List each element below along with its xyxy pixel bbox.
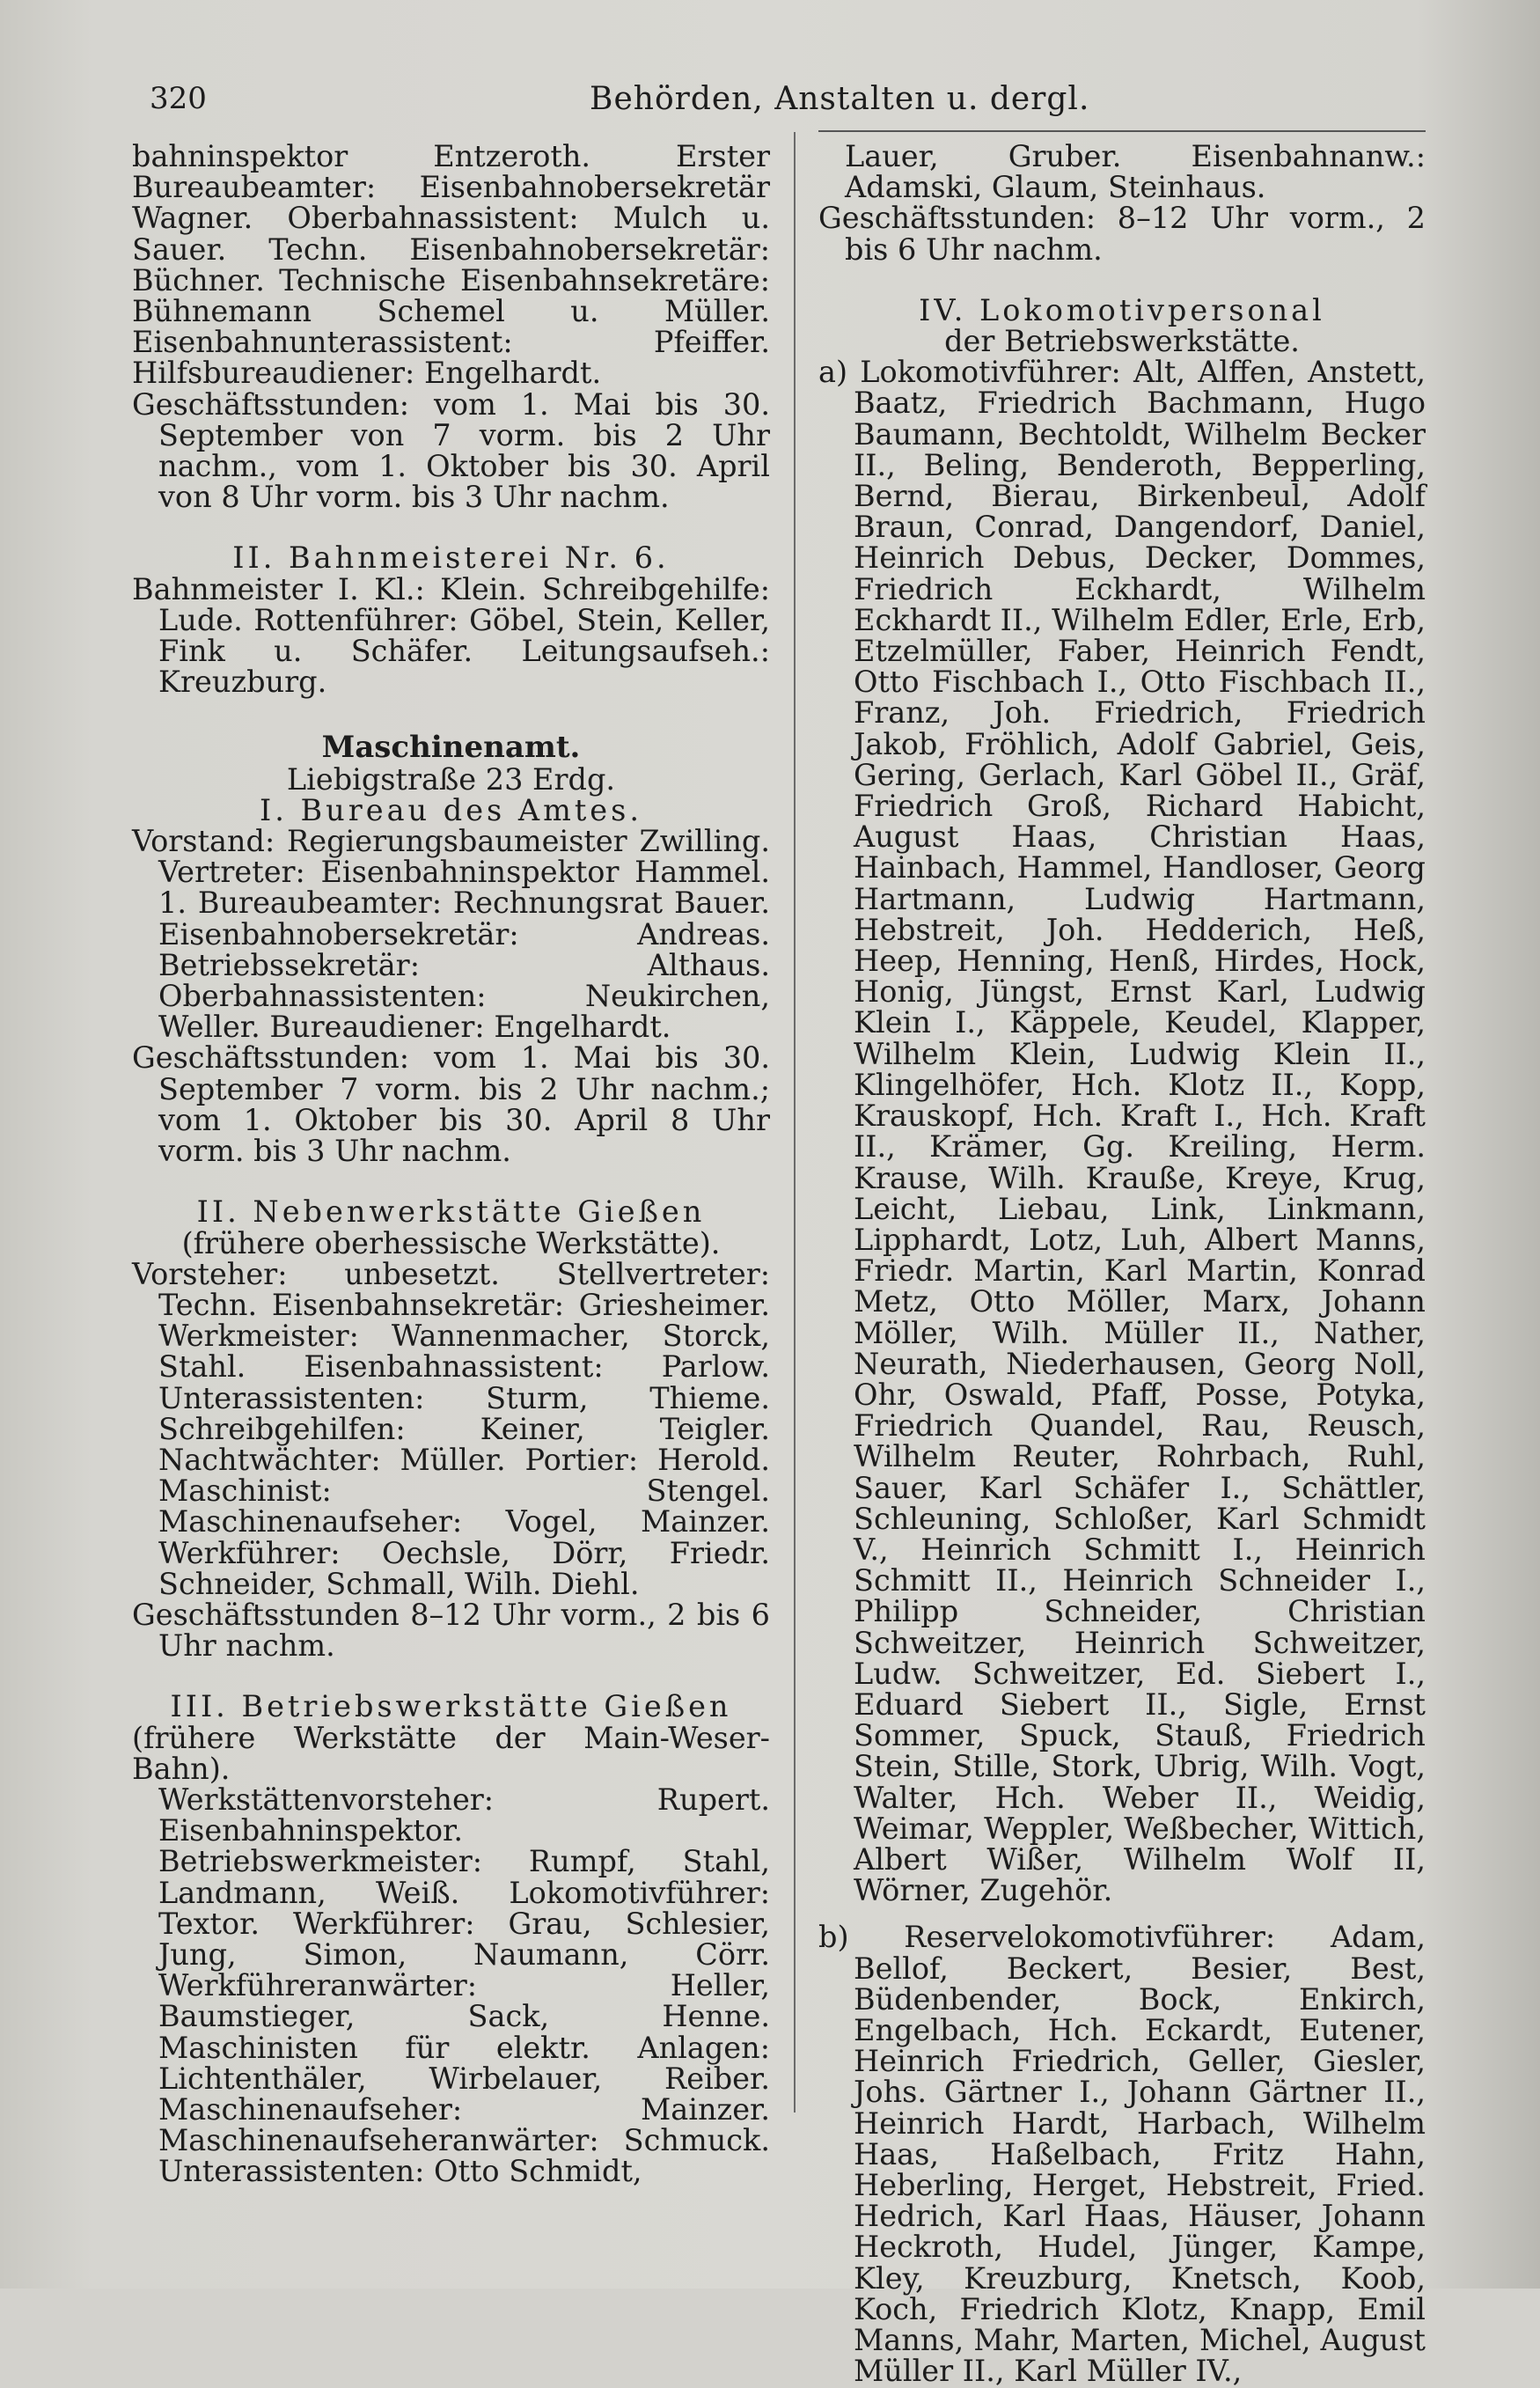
page-header [150,81,1426,125]
section-title: Maschinenamt. [321,730,581,766]
running-title: Behörden, Anstalten u. dergl. [590,81,1090,117]
section-subheading: (frühere Werkstätte der Main-Weser-Bahn). [132,1720,770,1786]
section-heading: III. Betriebswerkstätte Gießen [170,1689,732,1724]
paragraph: Geschäftsstunden 8–12 Uhr vorm., 2 bis 6 Uhr nachm. [132,1597,770,1664]
list-item: a) Lokomotivführer: Alt, Alffen, Anstett, Baatz, Friedrich Bachmann, Hugo Baumann, Bechtoldt, Wilhelm Becker II., Beling, Benderoth, Bepperling, Bernd, Bierau, Birkenbeul, Adolf Braun, Conrad, Dangendorf, Daniel, Heinrich Debus, Decker, Dommes, Friedrich Eckhardt, Wilhelm Eckhardt II., Wilhelm Edler, Erle, Erb, Etzelmüller, Faber, Heinrich Fendt, Otto Fischbach I., Otto Fischbach II., Franz, Joh. Friedrich, Friedrich Jakob, Fröhlich, Adolf Gabriel, Geis, Gering, Gerlach, Karl Göbel II., Gräf, Friedrich Groß, Richard Habicht, August Haas, Christian Haas, Hainbach, Hammel, Handloser, Georg Hartmann, Ludwig Hartmann, Hebstreit, Joh. Hedderich, Heß, Heep, Henning, Henß, Hirdes, Hock, Honig, Jüngst, Ernst Karl, Ludwig Klein I., Käppele, Keudel, Klapper, Wilhelm Klein, Ludwig Klein II., Klingelhöfer, Hch. Klotz II., Kopp, Krauskopf, Hch. Kraft I., Hch. Kraft II., Krämer, Gg. Kreiling, Herm. Krause, Wilh. Krauße, Kreye, Krug, Leicht, Liebau, Link, Linkmann, Lipphardt, Lotz, Luh, Albert Manns, Friedr. Martin, Karl Martin, Konrad Metz, Otto Möller, Marx, Johann Möller, Wilh. Müller II., Nather, Neurath, Niederhausen, Georg Noll, Ohr, Oswald, Pfaff, Posse, Potyka, Friedrich Quandel, Rau, Reusch, Wilhelm Reuter, Rohrbach, Ruhl, Sauer, Karl Schäfer I., Schättler, Schleuning, Schloßer, Karl Schmidt V., Heinrich Schmitt I., Heinrich Schmitt II., Heinrich Schneider I., Philipp Schneider, Christian Schweitzer, Heinrich Schweitzer, Ludw. Schweitzer, Ed. Siebert I., Eduard Siebert II., Sigle, Ernst Sommer, Spuck, Stauß, Friedrich Stein, Stille, Stork, Ubrig, Wilh. Vogt, Walter, Hch. Weber II., Weidig, Weimar, Weppler, Weßbecher, Wittich, Albert Wißer, Wilhelm Wolf II, Wörner, Zugehör. [818,355,1426,1908]
paragraph: Geschäftsstunden: vom 1. Mai bis 30. September 7 vorm. bis 2 Uhr nachm.; vom 1. Oktober bis 30. April 8 Uhr vorm. bis 3 Uhr nachm. [132,1040,770,1169]
section-subheading: der Betriebswerkstätte. [944,324,1300,359]
list-item: b) Reservelokomotivführer: Adam, Bellof, Beckert, Besier, Best, Büdenbender, Bock, Enkirch, Engelbach, Hch. Eckardt, Eutener, Heinrich Friedrich, Geller, Giesler, Johs. Gärtner I., Johann Gärtner II., Heinrich Hardt, Harbach, Wilhelm Haas, Haßelbach, Fritz Hahn, Heberling, Herget, Hebstreit, Fried. Hedrich, Karl Haas, Häuser, Johann Heckroth, Hudel, Jünger, Kampe, Kley, Kreuzburg, Knetsch, Koob, Koch, Friedrich Klotz, Knapp, Emil Manns, Mahr, Marten, Michel, August Müller II., Karl Müller IV., [818,1920,1426,2388]
page-number: 320 [150,81,207,116]
header-rule [818,130,1426,132]
right-column [818,141,1426,2386]
section-heading: I. Bureau des Amtes. [260,792,642,827]
section-subheading: (frühere oberhessische Werkstätte). [181,1225,721,1260]
paragraph: Lauer, Gruber. Eisenbahnanw.: Adamski, Glaum, Steinhaus. [845,139,1426,205]
paragraph: Werkstättenvorsteher: Rupert. Eisenbahninspektor. Betriebswerkmeister: Rumpf, Stahl, Landmann, Weiß. Lokomotivführer: Textor. Werkführer: Grau, Schlesier, Jung, Simon, Naumann, Cörr. Werkführeranwärter: Heller, Baumstieger, Sack, Henne. Maschinisten für elektr. Anlagen: Lichtenthäler, Wirbelauer, Reiber. Maschinenaufseher: Mainzer. Maschinenaufseheranwärter: Schmuck. Unterassistenten: Otto Schmidt, [158,1782,770,2189]
column-divider [794,132,796,2112]
paragraph: bahninspektor Entzeroth. Erster Bureaubeamter: Eisenbahnobersekretär Wagner. Oberbahnassistent: Mulch u. Sauer. Techn. Eisenbahnobersekretär: Büchner. Technische Eisenbahnsekretäre: Bühnemann Schemel u. Müller. Eisenbahnunterassistent: Pfeiffer. Hilfsbureaudiener: Engelhardt. [132,139,770,391]
paragraph: Bahnmeister I. Kl.: Klein. Schreibgehilfe: Lude. Rottenführer: Göbel, Stein, Keller, Fink u. Schäfer. Leitungsaufseh.: Kreuzburg. [132,571,770,700]
paragraph: Geschäftsstunden: 8–12 Uhr vorm., 2 bis 6 Uhr nachm. [818,201,1426,267]
section-heading: II. Bahnmeisterei Nr. 6. [232,540,670,576]
address: Liebigstraße 23 Erdg. [286,761,616,797]
paragraph: Geschäftsstunden: vom 1. Mai bis 30. September von 7 vorm. bis 2 Uhr nachm., vom 1. Oktober bis 30. April von 8 Uhr vorm. bis 3 Uhr nachm. [132,386,770,515]
section-heading: II. Nebenwerkstätte Gießen [196,1194,706,1230]
paragraph: Vorsteher: unbesetzt. Stellvertreter: Techn. Eisenbahnsekretär: Griesheimer. Werkmeister: Wannenmacher, Storck, Stahl. Eisenbahnassistent: Parlow. Unterassistenten: Sturm, Thieme. Schreibgehilfen: Keiner, Teigler. Nachtwächter: Müller. Portier: Herold. Maschinist: Stengel. Maschinenaufseher: Vogel, Mainzer. Werkführer: Oechsle, Dörr, Friedr. Schneider, Schmall, Wilh. Diehl. [132,1256,770,1601]
paragraph: Vorstand: Regierungsbaumeister Zwilling. Vertreter: Eisenbahninspektor Hammel. 1. Bureaubeamter: Rechnungsrat Bauer. Eisenbahnobersekretär: Andreas. Betriebssekretär: Althaus. Oberbahnassistenten: Neukirchen, Weller. Bureaudiener: Engelhardt. [132,824,770,1045]
section-heading: IV. Lokomotivpersonal [919,292,1325,327]
left-column [132,141,770,2187]
